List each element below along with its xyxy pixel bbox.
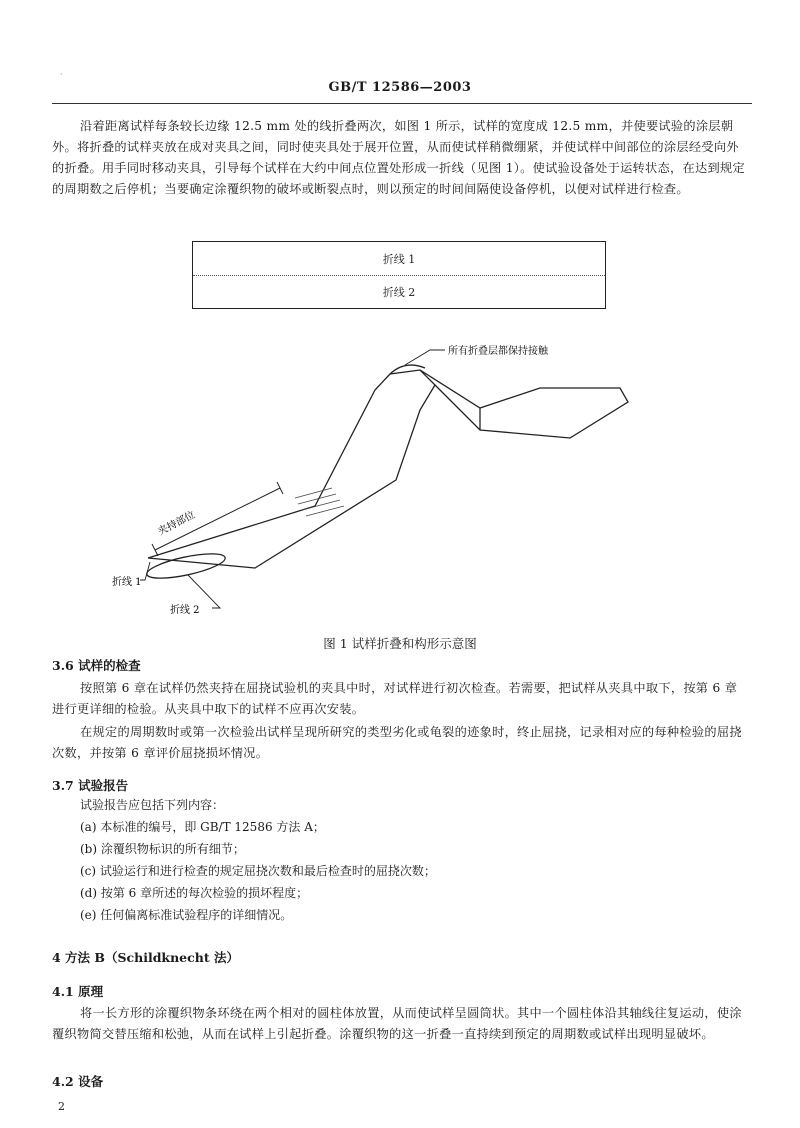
top-label-leader — [405, 350, 445, 365]
figure-caption: 图 1 试样折叠和构形示意图 — [323, 636, 477, 651]
standard-number-header: GB/T 12586—2003 — [328, 80, 472, 95]
report-intro: 试验报告应包括下列内容： — [80, 798, 225, 812]
section-4-heading: 4 方法 B（Schildknecht 法） — [52, 950, 239, 965]
section-4-1-heading: 4.1 原理 — [52, 984, 104, 999]
top-contact-label: 所有折叠层都保持接触 — [448, 346, 548, 357]
section-3-6-heading: 3.6 试样的检查 — [52, 658, 141, 673]
clamp-label: 夹持部位 — [156, 509, 198, 538]
fold-line-1-label: 折线 1 — [382, 253, 416, 266]
stray-mark: · — [60, 70, 63, 79]
fold-line-2-label: 折线 2 — [382, 286, 416, 299]
report-item-e: (e) 任何偏离标准试验程序的详细情况。 — [80, 908, 293, 922]
fold-line-diagram-box — [192, 241, 606, 309]
paragraph-inspection-2: 在规定的周期数时或第一次检验出试样呈现所研究的类型劣化或龟裂的迹象时，终止屈挠，记录相对应的每种检验的屈挠次数，并按第 6 章评价屈挠损坏情况。 — [52, 725, 742, 760]
report-item-b: (b) 涂覆织物标识的所有细节； — [80, 842, 245, 856]
fold-dotted-divider — [193, 275, 605, 276]
page-number: 2 — [58, 1100, 65, 1113]
paragraph-inspection-1: 按照第 6 章在试样仍然夹持在屈挠试验机的夹具中时，对试样进行初次检查。若需要，把试样从夹具中取下，按第 6 章进行更详细的检验。从夹具中取下的试样不应再次安装。 — [52, 681, 738, 716]
paragraph-principle: 将一长方形的涂覆织物条环绕在两个相对的圆柱体放置，从而使试样呈圆筒状。其中一个圆柱体沿其轴线往复运动，使涂覆织物简交替压缩和松弛，从而在试样上引起折叠。涂覆织物的这一折叠一直持续到预定的周期数或试样出现明显破坏。 — [52, 1006, 742, 1041]
section-3-7-heading: 3.7 试验报告 — [52, 778, 129, 793]
report-item-a: (a) 本标准的编号，即 GB/T 12586 方法 A； — [80, 820, 325, 834]
strip-body-outline — [148, 370, 435, 568]
section-4-2-heading: 4.2 设备 — [52, 1074, 104, 1089]
specimen-folding-figure — [100, 330, 660, 630]
paragraph-fold-procedure: 沿着距离试样每条较长边缘 12.5 mm 处的线折叠两次，如图 1 所示，试样的宽度成 12.5 mm，并使要试验的涂层朝外。将折叠的试样夹放在成对夹具之间，同时使夹具处于展开位置，从而使试样稍微绷紧，并使试样中间部位的涂层经受向外的折叠。用手同时移动夹具，引导每个试样在大约中间点位置处形成一折线（见图 1）。使试验设备处于运转状态，在达到规定的周期数之后停机；当要确定涂覆织物的破坏或断裂点时，则以预定的时间间隔使设备停机，以便对试样进行检查。 — [52, 119, 745, 196]
fold2-leader — [188, 575, 220, 608]
strip-right-flap — [420, 370, 628, 438]
fig-fold2-label: 折线 2 — [170, 605, 200, 616]
report-item-c: (c) 试验运行和进行检查的规定屈挠次数和最后检查时的屈挠次数； — [80, 864, 436, 878]
fig-fold1-label: 折线 1 — [112, 577, 142, 588]
report-item-d: (d) 按第 6 章所述的每次检验的损坏程度； — [80, 886, 309, 900]
header-rule — [52, 103, 752, 104]
